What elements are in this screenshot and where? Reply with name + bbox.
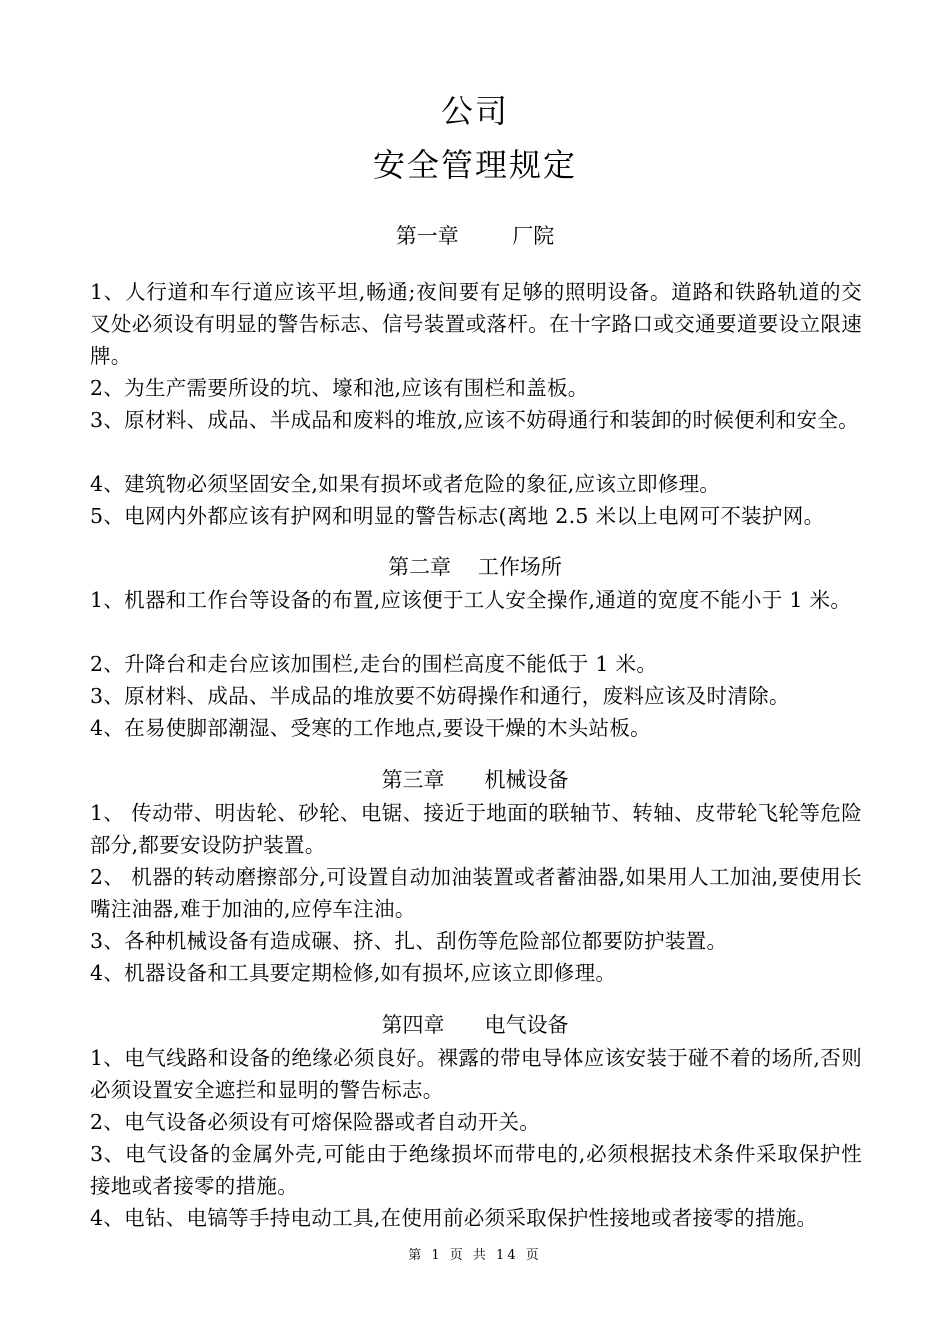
- paragraph: 4、在易使脚部潮湿、受寒的工作地点,要设干燥的木头站板。: [90, 716, 651, 740]
- paragraph: 3、各种机械设备有造成碾、挤、扎、刮伤等危险部位都要防护装置。: [90, 929, 728, 953]
- paragraph: 4、机器设备和工具要定期检修,如有损坏,应该立即修理。: [90, 961, 617, 985]
- paragraph: 4、建筑物必须坚固安全,如果有损坏或者危险的象征,应该立即修理。: [90, 472, 721, 496]
- paragraph: 3、原材料、成品、半成品的堆放要不妨碍操作和通行，废料应该及时清除。: [90, 684, 790, 708]
- document-title: 安全管理规定: [372, 146, 577, 184]
- chapter-heading-3: 第三章 机械设备: [381, 768, 569, 792]
- paragraph: 1、 传动带、明齿轮、砂轮、电锯、接近于地面的联轴节、转轴、皮带轮飞轮等危险部分,都要安设防护装置。: [90, 801, 862, 857]
- document-title-company: 公司: [440, 92, 509, 130]
- paragraph: 2、电气设备必须设有可熔保险器或者自动开关。: [90, 1110, 541, 1134]
- chapter-heading-1: 第一章 厂院: [395, 224, 555, 248]
- paragraph: 2、 机器的转动磨擦部分,可设置自动加油装置或者蓄油器,如果用人工加油,要使用长嘴注油器,难于加油的,应停车注油。: [90, 865, 862, 921]
- paragraph: 3、原材料、成品、半成品和废料的堆放,应该不妨碍通行和装卸的时候便利和安全。: [90, 408, 859, 432]
- paragraph: 2、为生产需要所设的坑、壕和池,应该有围栏和盖板。: [90, 376, 589, 400]
- paragraph: 4、电钻、电镐等手持电动工具,在使用前必须采取保护性接地或者接零的措施。: [90, 1206, 818, 1230]
- paragraph: 1、人行道和车行道应该平坦,畅通;夜间要有足够的照明设备。道路和铁路轨道的交叉处必须设有明显的警告标志、信号装置或落杆。在十字路口或交通要道要设立限速牌。: [90, 280, 862, 368]
- paragraph: 1、电气线路和设备的绝缘必须良好。裸露的带电导体应该安装于碰不着的场所,否则必须设置安全遮拦和显明的警告标志。: [90, 1046, 862, 1102]
- chapter-heading-2: 第二章 工作场所: [388, 555, 562, 579]
- paragraph: 3、电气设备的金属外壳,可能由于绝缘损坏而带电的,必须根据技术条件采取保护性接地或者接零的措施。: [90, 1142, 862, 1198]
- chapter-heading-4: 第四章 电气设备: [381, 1013, 569, 1037]
- paragraph: 1、机器和工作台等设备的布置,应该便于工人安全操作,通道的宽度不能小于 1 米。: [90, 588, 852, 612]
- paragraph: 2、升降台和走台应该加围栏,走台的围栏高度不能低于 1 米。: [90, 652, 658, 676]
- paragraph: 5、电网内外都应该有护网和明显的警告标志(离地 2.5 米以上电网可不装护网。: [90, 504, 825, 528]
- page-footer: 第 1 页 共 14 页: [408, 1248, 542, 1263]
